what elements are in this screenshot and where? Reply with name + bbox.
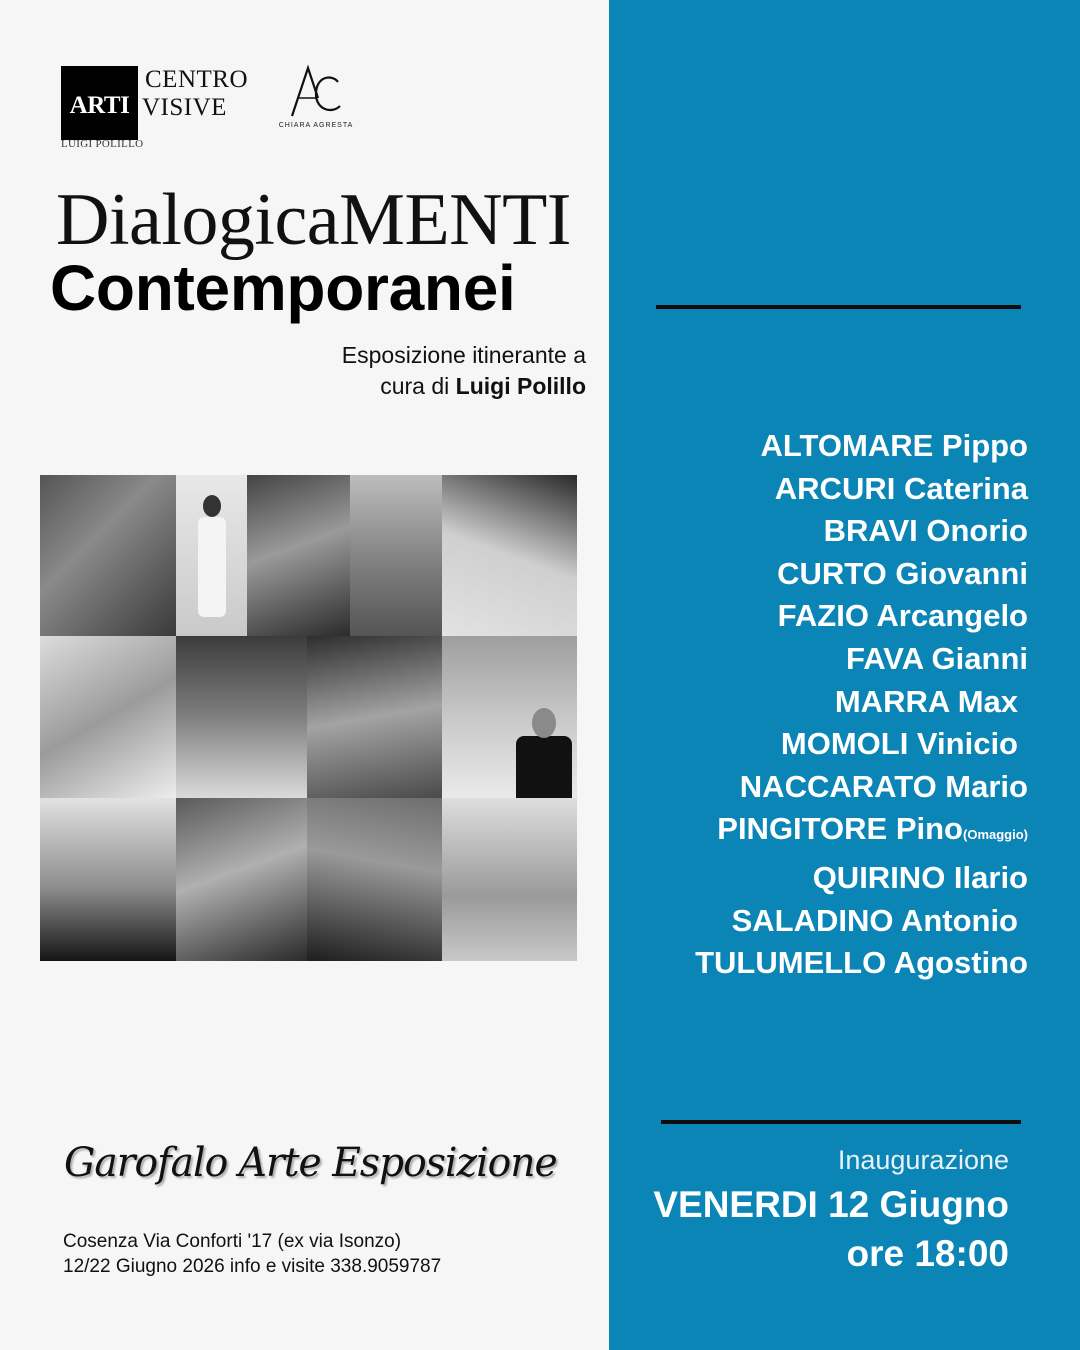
artist-name: QUIRINO Ilario (812, 859, 1028, 895)
artist-photo (442, 636, 577, 798)
artist-name: ARCURI Caterina (774, 470, 1028, 506)
divider-bottom (661, 1120, 1021, 1124)
artist-photo (442, 798, 577, 961)
artist-photo (350, 475, 442, 636)
inauguration-date: VENERDI 12 Giugno (653, 1184, 1009, 1225)
page-title: DialogicaMENTI (56, 179, 571, 261)
description-prefix: cura di (380, 373, 456, 399)
artist-name: ALTOMARE Pippo (760, 428, 1028, 463)
inauguration-time: ore 18:00 (846, 1233, 1009, 1274)
page-subtitle: Contemporanei (50, 252, 516, 324)
artist-name: CURTO Giovanni (777, 555, 1028, 591)
artist-name: FAZIO Arcangelo (777, 598, 1028, 634)
artist-name: TULUMELLO Agostino (695, 945, 1028, 981)
artist-name: FAVA Gianni (846, 640, 1028, 676)
artist-name: MOMOLI Vinicio (780, 726, 1018, 762)
artist-name-with-note (588, 808, 1028, 857)
artist-photo (247, 475, 350, 636)
artist-list (588, 425, 1028, 985)
chiara-agresta-logo (276, 64, 356, 134)
artist-photo (442, 475, 577, 636)
inauguration-label: Inaugurazione (837, 1145, 1009, 1175)
artist-name: NACCARATO Mario (739, 768, 1028, 804)
logo-arti-text: ARTI (69, 92, 130, 119)
artist-photo-grid (40, 475, 577, 961)
description-line1: Esposizione itinerante a (341, 342, 586, 368)
artist-name: BRAVI Onorio (823, 513, 1028, 549)
venue-address (63, 1229, 441, 1279)
artist-photo (176, 636, 307, 798)
address-line2: 12/22 Giugno 2026 info e visite 338.9059787 (63, 1256, 442, 1277)
artist-photo (307, 798, 442, 961)
logo-centro-text: CENTRO (145, 66, 248, 93)
logo-ca-name: CHIARA AGRESTA (278, 122, 354, 129)
curator-name: Luigi Polillo (455, 373, 586, 399)
artist-photo (40, 798, 176, 961)
venue-name: Garofalo Arte Esposizione (64, 1140, 557, 1186)
artist-photo (176, 475, 247, 636)
logo-subtitle: LUIGI POLILLO (61, 138, 144, 150)
divider-top (656, 305, 1021, 309)
description-line2 (342, 371, 586, 402)
address-line1: Cosenza Via Conforti '17 (ex via Isonzo) (63, 1231, 402, 1252)
logo-visive-text: VISIVE (142, 94, 227, 121)
centro-arti-visive-logo (61, 66, 261, 156)
artist-name: SALADINO Antonio (731, 902, 1018, 938)
ac-monogram-icon (286, 64, 346, 120)
exhibition-description (342, 340, 586, 402)
artist-photo (176, 798, 307, 961)
artist-photo (40, 475, 176, 636)
artist-name: MARRA Max (834, 683, 1018, 719)
artist-photo (307, 636, 442, 798)
artist-note: (Omaggio) (963, 827, 1028, 843)
artist-photo (40, 636, 176, 798)
artist-name: PINGITORE Pino (717, 811, 963, 847)
